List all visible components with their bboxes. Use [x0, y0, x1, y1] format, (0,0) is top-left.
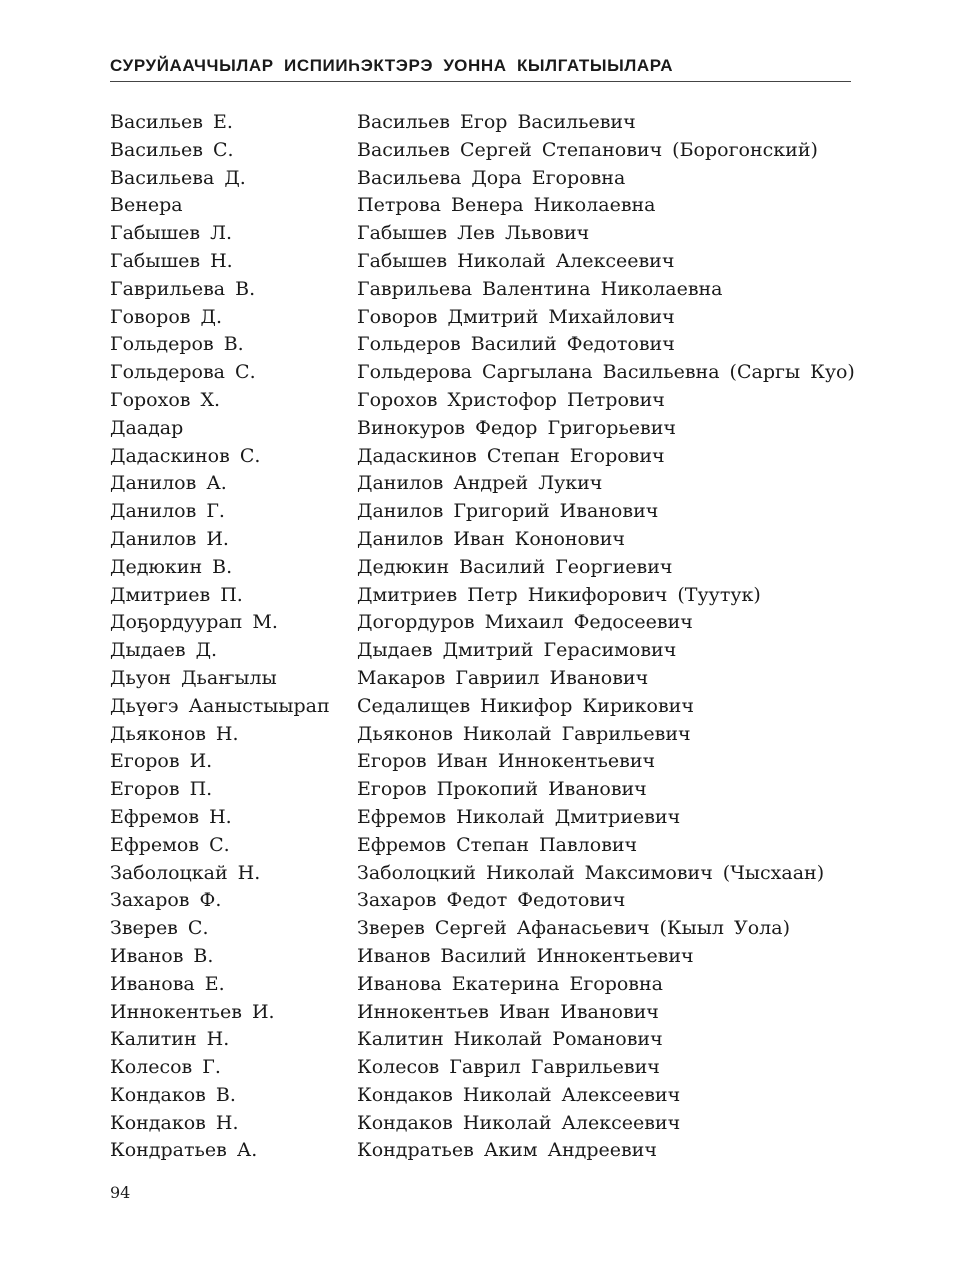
pseudonym: Иванов В. [110, 944, 214, 967]
list-item [110, 276, 850, 304]
pseudonym: Васильев С. [110, 138, 234, 161]
list-item [110, 109, 850, 137]
pseudonym: Иннокентьев И. [110, 1000, 275, 1023]
pseudonym: Гаврильева В. [110, 277, 256, 300]
list-item [110, 999, 850, 1027]
list-item [110, 1026, 850, 1054]
full-name: Иванова Екатерина Егоровна [357, 972, 663, 995]
list-item [110, 443, 850, 471]
full-name: Егоров Иван Иннокентьевич [357, 750, 656, 773]
full-name: Габышев Лев Львович [357, 222, 590, 245]
pseudonym: Кондратьев А. [110, 1139, 258, 1162]
list-item [110, 498, 850, 526]
pseudonym: Дедюкин В. [110, 555, 233, 578]
pseudonym: Данилов И. [110, 527, 229, 550]
pseudonym: Даадар [110, 416, 184, 439]
full-name: Габышев Николай Алексеевич [357, 249, 675, 272]
pseudonym: Колесов Г. [110, 1056, 221, 1079]
full-name: Седалищев Никифор Кирикович [357, 694, 694, 717]
full-name: Кондаков Николай Алексеевич [357, 1111, 681, 1134]
full-name: Дмитриев Петр Никифорович (Туутук) [357, 583, 761, 606]
full-name: Данилов Андрей Лукич [357, 472, 603, 495]
list-item [110, 331, 850, 359]
pseudonym: Дыдаев Д. [110, 639, 218, 662]
full-name: Калитин Николай Романович [357, 1028, 663, 1051]
list-item [110, 832, 850, 860]
list-item [110, 665, 850, 693]
list-item [110, 415, 850, 443]
pseudonym: Горохов Х. [110, 388, 221, 411]
full-name: Говоров Дмитрий Михайлович [357, 305, 675, 328]
pseudonym: Васильев Е. [110, 111, 233, 133]
list-item [110, 637, 850, 665]
list-item [110, 971, 850, 999]
running-header: СУРУЙААЧЧЫЛАР ИСПИИҺЭКТЭРЭ УОННА КЫЛГАТЫЫЛАРА [110, 56, 674, 75]
pseudonym: Дьуон Дьаҥылы [110, 666, 277, 689]
pseudonym: Ефремов Н. [110, 805, 232, 828]
pseudonym: Гольдерова С. [110, 361, 256, 384]
full-name: Кондратьев Аким Андреевич [357, 1139, 657, 1162]
pseudonym: Дадаскинов С. [110, 444, 261, 467]
list-item [110, 804, 850, 832]
list-item [110, 165, 850, 193]
full-name: Зверев Сергей Афанасьевич (Кыыл Уола) [357, 917, 790, 940]
list-item [110, 359, 855, 387]
pseudonym: Егоров И. [110, 750, 213, 773]
full-name: Данилов Иван Кононович [357, 527, 625, 550]
list-item [110, 554, 850, 582]
list-item [110, 582, 850, 610]
list-item [110, 526, 850, 554]
list-item [110, 1054, 850, 1082]
pseudonym: Егоров П. [110, 778, 213, 801]
pseudonym: Габышев Л. [110, 222, 233, 245]
pseudonym: Гольдеров В. [110, 333, 244, 356]
full-name: Гольдерова Саргылана Васильевна (Саргы Куо) [357, 361, 855, 384]
full-name: Ефремов Николай Дмитриевич [357, 805, 681, 828]
pseudonym: Васильева Д. [110, 166, 246, 189]
full-name: Дедюкин Василий Георгиевич [357, 555, 673, 578]
list-item [110, 470, 850, 498]
list-item [110, 887, 850, 915]
list-item [110, 1137, 850, 1165]
full-name: Догордуров Михаил Федосеевич [357, 611, 693, 634]
pseudonym: Венера [110, 194, 183, 217]
pseudonym: Захаров Ф. [110, 889, 222, 912]
full-name: Егоров Прокопий Иванович [357, 778, 647, 801]
pseudonym: Данилов А. [110, 472, 227, 495]
list-item [110, 609, 850, 637]
list-item [110, 1082, 850, 1110]
list-item [110, 776, 850, 804]
full-name: Горохов Христофор Петрович [357, 388, 665, 411]
pseudonym: Дмитриев П. [110, 583, 243, 606]
pseudonym: Говоров Д. [110, 305, 222, 328]
pseudonym: Кондаков В. [110, 1083, 236, 1106]
page-number: 94 [110, 1183, 131, 1202]
full-name: Колесов Гаврил Гаврильевич [357, 1056, 660, 1079]
full-name: Макаров Гавриил Иванович [357, 666, 649, 689]
pseudonym: Иванова Е. [110, 972, 225, 995]
full-name: Васильев Егор Васильевич [357, 111, 636, 133]
pseudonym: Доҕордуурап М. [110, 611, 278, 634]
full-name: Ефремов Степан Павлович [357, 833, 638, 856]
list-item [110, 915, 850, 943]
header-divider [110, 81, 851, 82]
full-name: Заболоцкий Николай Максимович (Чысхаан) [357, 861, 825, 884]
pseudonym: Калитин Н. [110, 1028, 230, 1051]
pseudonym: Ефремов С. [110, 833, 230, 856]
full-name: Захаров Федот Федотович [357, 889, 626, 912]
list-item [110, 248, 850, 276]
pseudonym: Дьүөгэ Ааныстыырап [110, 694, 330, 717]
full-name: Иннокентьев Иван Иванович [357, 1000, 659, 1023]
pseudonym: Данилов Г. [110, 500, 225, 523]
list-item [110, 192, 850, 220]
pseudonym: Габышев Н. [110, 249, 233, 272]
full-name: Дадаскинов Степан Егорович [357, 444, 665, 467]
full-name: Васильев Сергей Степанович (Борогонский) [357, 138, 818, 161]
pseudonym: Зверев С. [110, 917, 209, 940]
pseudonym: Заболоцкай Н. [110, 861, 261, 884]
list-item [110, 721, 850, 749]
full-name: Дыдаев Дмитрий Герасимович [357, 639, 677, 662]
list-item [110, 1110, 850, 1138]
full-name: Иванов Василий Иннокентьевич [357, 944, 694, 967]
list-item [110, 220, 850, 248]
list-item [110, 943, 850, 971]
full-name: Гаврильева Валентина Николаевна [357, 277, 723, 300]
list-item [110, 387, 850, 415]
full-name: Васильева Дора Егоровна [357, 166, 626, 189]
full-name: Кондаков Николай Алексеевич [357, 1083, 681, 1106]
full-name: Дьяконов Николай Гаврильевич [357, 722, 691, 745]
pseudonym: Кондаков Н. [110, 1111, 239, 1134]
pseudonym-list [110, 109, 855, 1165]
list-item [110, 748, 850, 776]
list-item [110, 304, 850, 332]
full-name: Петрова Венера Николаевна [357, 194, 656, 217]
list-item [110, 860, 850, 888]
full-name: Данилов Григорий Иванович [357, 500, 659, 523]
full-name: Гольдеров Василий Федотович [357, 333, 675, 356]
pseudonym: Дьяконов Н. [110, 722, 239, 745]
list-item [110, 693, 850, 721]
list-item [110, 137, 850, 165]
full-name: Винокуров Федор Григорьевич [357, 416, 676, 439]
